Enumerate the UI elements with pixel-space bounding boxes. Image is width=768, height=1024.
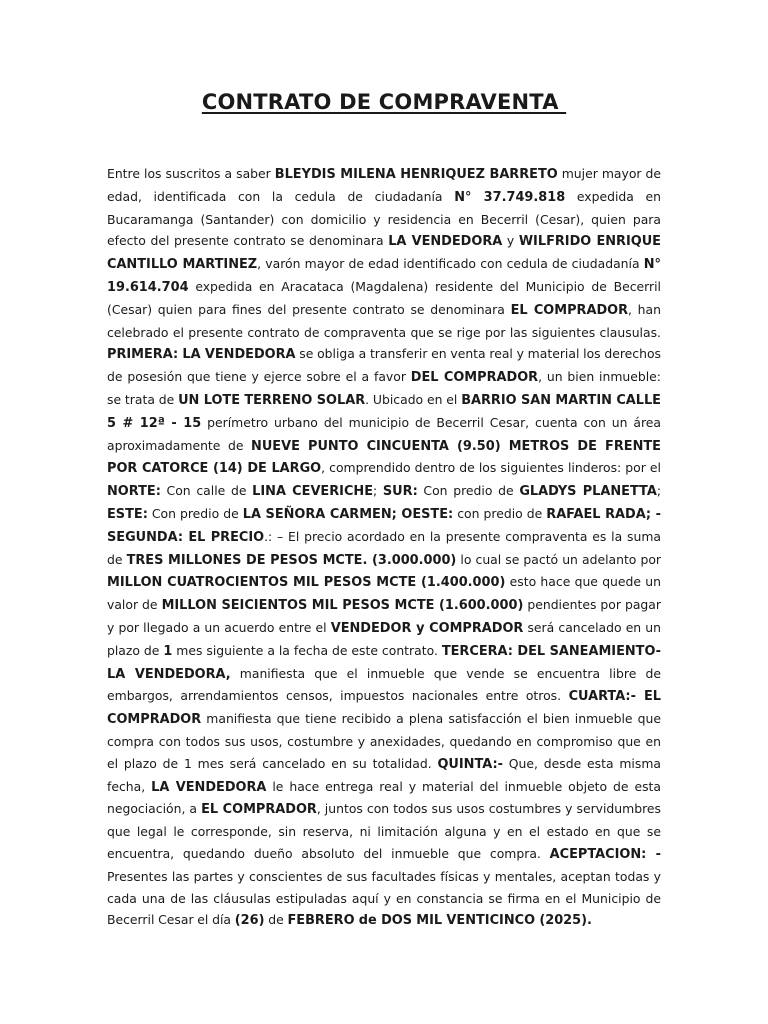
text-run: ; <box>373 483 383 499</box>
bold-text-run: NUEVE PUNTO CINCUENTA (9.50) METROS DE FRENTE POR CATORCE (14) DE LARGO <box>107 438 661 477</box>
bold-text-run: FEBRERO de DOS MIL VENTICINCO (2025). <box>287 913 592 929</box>
bold-text-run: N° 19.614.704 <box>107 257 661 295</box>
bold-text-run: SUR: <box>382 484 418 500</box>
text-run: Presentes las partes y conscientes de sus facultades físicas y mentales, aceptan todas y cada una de las cláusulas estipuladas aquí y en constancia se firma en el Municipio de Becerril Cesar el día <box>107 868 661 928</box>
text-run: expedida en Aracataca (Magdalena) residente del Municipio de Becerril (Cesar) quien para fines del presente contrato se denominara <box>107 278 661 317</box>
bold-text-run: EL COMPRADOR <box>510 302 629 318</box>
bold-text-run: VENDEDOR y COMPRADOR <box>330 620 524 636</box>
text-run: esto hace que quede un valor de <box>107 574 661 613</box>
text-run: manifiesta que tiene recibido a plena satisfacción el bien inmueble que compra con todos sus usos, costumbre y anexidades, quedando en compromiso que en el plazo de 1 mes será cancelado en su totalidad. <box>107 711 661 771</box>
text-run: . Ubicado en el <box>365 391 462 407</box>
text-run: Con predio de <box>417 483 520 499</box>
bold-text-run: (26) <box>234 913 265 929</box>
bold-text-run: LA SEÑORA CARMEN; OESTE: <box>242 506 454 522</box>
bold-text-run: WILFRIDO ENRIQUE CANTILLO MARTINEZ <box>107 234 661 273</box>
text-run: , varón mayor de edad identificado con cedula de ciudadanía <box>257 256 644 272</box>
bold-text-run: UN LOTE TERRENO SOLAR <box>178 392 366 408</box>
bold-text-run: DEL COMPRADOR <box>410 370 539 386</box>
bold-text-run: BLEYDIS MILENA HENRIQUEZ BARRETO <box>274 167 558 182</box>
text-run: , comprendido dentro de los siguientes linderos: por el <box>321 460 661 476</box>
bold-text-run: N° 37.749.818 <box>454 189 566 205</box>
text-run: le hace entrega real y material del inmueble objeto de esta negociación, a <box>107 778 661 817</box>
contract-body <box>107 163 661 932</box>
bold-text-run: QUINTA:- <box>437 756 503 772</box>
text-run: con predio de <box>453 505 547 521</box>
text-run: será cancelado en un plazo de <box>107 619 662 658</box>
bold-text-run: ACEPTACION: - <box>549 846 661 862</box>
bold-text-run: BARRIO SAN MARTIN CALLE 5 # 12ª - 15 <box>107 392 661 431</box>
text-run: Entre los suscritos a saber <box>107 166 275 181</box>
text-run: ; <box>656 483 661 499</box>
bold-text-run: 1 <box>163 643 173 659</box>
bold-text-run: CUARTA:- EL COMPRADOR <box>107 689 661 728</box>
text-run: y <box>502 233 519 249</box>
text-run: mujer mayor de edad, identificada con la cedula de ciudadanía <box>107 166 661 204</box>
text-run: lo cual se pactó un adelanto por <box>456 551 662 567</box>
text-run: se obliga a transferir en venta real y material los derechos de posesión que tiene y ejerce sobre el a favor <box>107 346 661 385</box>
text-run: pendientes por pagar y por llegado a un acuerdo entre el <box>107 597 661 635</box>
bold-text-run: GLADYS PLANETTA <box>519 484 657 500</box>
text-run: , juntos con todos sus usos costumbres y servidumbres que legal le corresponde, sin reserva, ni limitación alguna y en el estado en que se encuentra, quedando dueño absoluto del inmueble que compra. <box>107 801 661 861</box>
text-run: de <box>264 912 288 928</box>
bold-text-run: EL COMPRADOR <box>201 802 317 818</box>
bold-text-run: RAFAEL RADA; -SEGUNDA: EL PRECIO <box>107 506 661 545</box>
text-run: Con predio de <box>147 505 243 521</box>
text-run: , un bien inmueble: se trata de <box>107 369 661 407</box>
bold-text-run: LA VENDEDORA <box>151 779 267 795</box>
bold-text-run: LINA CEVERICHE <box>252 484 374 500</box>
bold-text-run: PRIMERA: LA VENDEDORA <box>107 347 296 363</box>
text-run: perímetro urbano del municipio de Becerril Cesar, cuenta con un área aproximadamente de <box>107 414 662 453</box>
text-run: expedida en Bucaramanga (Santander) con domicilio y residencia en Becerril (Cesar), quien para efecto del presente contrato se denominara <box>107 188 661 249</box>
bold-text-run: TRES MILLONES DE PESOS MCTE. (3.000.000) <box>126 552 457 568</box>
document-title: CONTRATO DE COMPRAVENTA <box>201 90 567 114</box>
bold-text-run: MILLON SEICIENTOS MIL PESOS MCTE (1.600.000) <box>161 598 524 614</box>
bold-text-run: NORTE: <box>107 484 161 500</box>
bold-text-run: LA VENDEDORA <box>388 234 503 250</box>
bold-text-run: MILLON CUATROCIENTOS MIL PESOS MCTE (1.400.000) <box>107 575 506 591</box>
text-run: Que, desde esta misma fecha, <box>107 755 661 794</box>
text-run: .: – El precio acordado en la presente compraventa es la suma de <box>107 528 661 567</box>
text-run: manifiesta que el inmueble que vende se encuentra libre de embargos, arrendamientos censos, impuestos nacionales entre otros. <box>107 665 661 704</box>
text-run: mes siguiente a la fecha de este contrato. <box>172 642 442 658</box>
text-run: Con calle de <box>160 483 253 499</box>
text-run: , han celebrado el presente contrato de compraventa que se rige por las siguientes clausulas. <box>107 301 661 340</box>
bold-text-run: ESTE: <box>107 506 148 522</box>
bold-text-run: TERCERA: DEL SANEAMIENTO- LA VENDEDORA, <box>107 643 661 682</box>
